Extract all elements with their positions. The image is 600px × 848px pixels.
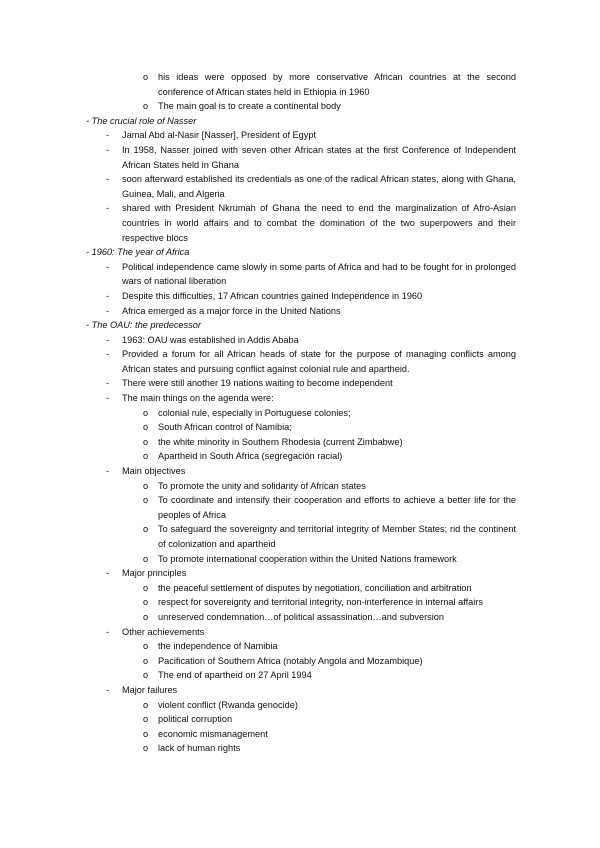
item-text: Main objectives	[122, 466, 186, 477]
sub-bullet-item	[86, 698, 516, 713]
sub-bullet-item	[86, 654, 516, 669]
item-text: the white minority in Southern Rhodesia (current Zimbabwe)	[158, 436, 403, 447]
item-text: The main things on the agenda were:	[122, 393, 274, 404]
item-text: Provided a forum for all African heads of state for the purpose of managing conflicts among African states and pursuing conflict against colonial rule and apartheid.	[122, 349, 516, 374]
circle-bullet-marker: o	[143, 101, 149, 112]
item-text: Other achievements	[122, 626, 205, 637]
item-text: To coordinate and intensify their cooperation and efforts to achieve a better life for the peoples of Africa	[158, 495, 516, 520]
bullet-item	[86, 333, 516, 348]
bullet-item	[86, 304, 516, 319]
bullet-item	[86, 172, 516, 201]
item-text: - The crucial role of Nasser	[86, 115, 197, 126]
bullet-item	[86, 376, 516, 391]
item-text: 1963: OAU was established in Addis Ababa	[122, 334, 299, 345]
circle-bullet-marker: o	[143, 524, 149, 535]
bullet-item	[86, 201, 516, 245]
bullet-item	[86, 391, 516, 406]
sub-bullet-item	[86, 70, 516, 99]
dash-bullet-marker: -	[106, 568, 110, 579]
dash-bullet-marker: -	[106, 684, 110, 695]
circle-bullet-marker: o	[143, 743, 149, 754]
item-text: Apartheid in South Africa (segregación racial)	[158, 451, 343, 462]
sub-bullet-item	[86, 435, 516, 450]
item-text: Political independence came slowly in some parts of Africa and had to be fought for in prolonged wars of national liberation	[122, 261, 516, 287]
item-text: - The OAU: the predecessor	[86, 320, 201, 331]
item-text: To promote the unity and solidarity of African states	[158, 480, 366, 491]
item-text: - 1960: The year of Africa	[86, 247, 190, 258]
bullet-item	[86, 683, 516, 698]
circle-bullet-marker: o	[143, 670, 149, 681]
circle-bullet-marker: o	[143, 582, 149, 593]
dash-bullet-marker: -	[106, 174, 110, 185]
item-text: The end of apartheid on 27 April 1994	[158, 670, 312, 681]
circle-bullet-marker: o	[143, 480, 149, 491]
dash-bullet-marker: -	[106, 203, 110, 214]
dash-bullet-marker: -	[106, 626, 110, 637]
dash-bullet-marker: -	[106, 349, 110, 360]
item-text: his ideas were opposed by more conservative African countries at the second conference of African states held in Ethiopia in 1960	[158, 72, 516, 97]
sub-bullet-item	[86, 406, 516, 421]
sub-bullet-item	[86, 741, 516, 756]
sub-bullet-item	[86, 595, 516, 610]
item-text: the independence of Namibia	[158, 641, 278, 652]
item-text: violent conflict (Rwanda genocide)	[158, 699, 298, 710]
circle-bullet-marker: o	[143, 436, 149, 447]
sub-bullet-item	[86, 522, 516, 551]
circle-bullet-marker: o	[143, 495, 149, 506]
circle-bullet-marker: o	[143, 728, 149, 739]
circle-bullet-marker: o	[143, 611, 149, 622]
circle-bullet-marker: o	[143, 553, 149, 564]
item-text: economic mismanagement	[158, 728, 268, 739]
item-text: respect for sovereignty and territorial integrity, non-interference in internal affairs	[158, 597, 483, 608]
item-text: soon afterward established its credentials as one of the radical African states, along with Ghana, Guinea, Mali, and Algeria	[122, 174, 516, 199]
dash-bullet-marker: -	[106, 290, 110, 301]
item-text: colonial rule, especially in Portuguese colonies;	[158, 407, 351, 418]
section-heading	[86, 318, 516, 333]
sub-bullet-item	[86, 668, 516, 683]
circle-bullet-marker: o	[143, 714, 149, 725]
circle-bullet-marker: o	[143, 72, 149, 82]
item-text: Despite this difficulties, 17 African countries gained Independence in 1960	[122, 290, 423, 301]
item-text: shared with President Nkrumah of Ghana the need to end the marginalization of Afro-Asian countries in world affairs and to combat the domination of the two superpowers and their respective blocs	[122, 203, 516, 243]
dash-bullet-marker: -	[106, 466, 110, 477]
item-text: To safeguard the sovereignty and territorial integrity of Member States; rid the continent of colonization and apartheid	[158, 524, 516, 549]
bullet-item	[86, 289, 516, 304]
sub-bullet-item	[86, 552, 516, 567]
sub-bullet-item	[86, 99, 516, 114]
sub-bullet-item	[86, 493, 516, 522]
bullet-item	[86, 625, 516, 640]
dash-bullet-marker: -	[106, 334, 110, 345]
circle-bullet-marker: o	[143, 451, 149, 462]
item-text: unreserved condemnation…of political assassination…and subversion	[158, 611, 444, 622]
dash-bullet-marker: -	[106, 261, 110, 272]
bullet-item	[86, 464, 516, 479]
item-text: There were still another 19 nations waiting to become independent	[122, 378, 393, 389]
dash-bullet-marker: -	[106, 305, 110, 316]
dash-bullet-marker: -	[106, 378, 110, 389]
circle-bullet-marker: o	[143, 641, 149, 652]
item-text: Major failures	[122, 684, 178, 695]
sub-bullet-item	[86, 712, 516, 727]
bullet-item	[86, 566, 516, 581]
circle-bullet-marker: o	[143, 655, 149, 666]
sub-bullet-item	[86, 610, 516, 625]
sub-bullet-item	[86, 479, 516, 494]
circle-bullet-marker: o	[143, 422, 149, 433]
item-text: Jamal Abd al-Nasir [Nasser], President of Egypt	[122, 130, 317, 141]
item-text: lack of human rights	[158, 743, 241, 754]
item-text: The main goal is to create a continental body	[158, 101, 341, 112]
dash-bullet-marker: -	[106, 393, 110, 404]
item-text: In 1958, Nasser joined with seven other African states at the first Conference of Independent African States held in Ghana	[122, 144, 516, 170]
item-text: the peaceful settlement of disputes by negotiation, conciliation and arbitration	[158, 582, 472, 593]
item-text: Africa emerged as a major force in the United Nations	[122, 305, 341, 316]
item-text: South African control of Namibia;	[158, 422, 292, 433]
sub-bullet-item	[86, 449, 516, 464]
dash-bullet-marker: -	[106, 144, 110, 155]
section-heading	[86, 245, 516, 260]
item-text: political corruption	[158, 714, 233, 725]
section-heading	[86, 114, 516, 129]
bullet-item	[86, 347, 516, 376]
sub-bullet-item	[86, 727, 516, 742]
bullet-item	[86, 260, 516, 289]
circle-bullet-marker: o	[143, 597, 149, 608]
bullet-item	[86, 143, 516, 172]
circle-bullet-marker: o	[143, 407, 149, 418]
circle-bullet-marker: o	[143, 699, 149, 710]
sub-bullet-item	[86, 420, 516, 435]
document-body	[86, 70, 516, 756]
dash-bullet-marker: -	[106, 130, 110, 141]
sub-bullet-item	[86, 581, 516, 596]
sub-bullet-item	[86, 639, 516, 654]
item-text: Major principles	[122, 568, 187, 579]
bullet-item	[86, 128, 516, 143]
item-text: To promote international cooperation within the United Nations framework	[158, 553, 457, 564]
item-text: Pacification of Southern Africa (notably Angola and Mozambique)	[158, 655, 423, 666]
